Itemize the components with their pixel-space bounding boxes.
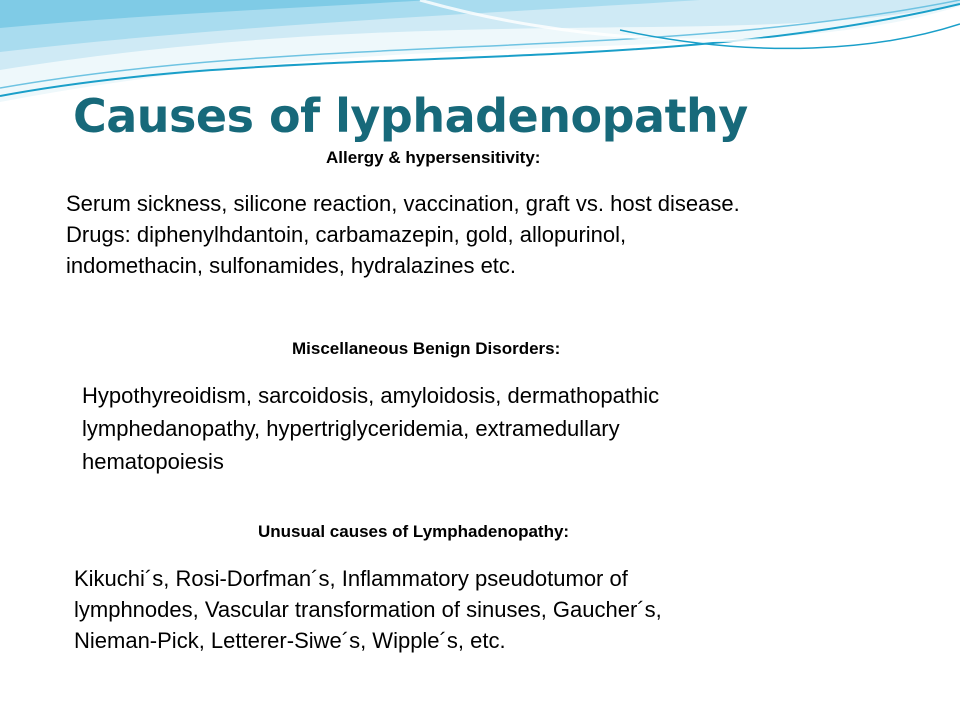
section-body-allergy — [66, 188, 740, 281]
body-line: hematopoiesis — [82, 449, 224, 474]
body-line: Kikuchi´s, Rosi-Dorfman´s, Inflammatory pseudotumor of — [74, 566, 628, 591]
body-line: indomethacin, sulfonamides, hydralazines etc. — [66, 253, 517, 278]
section-heading-allergy: Allergy & hypersensitivity: — [326, 148, 541, 167]
slide-title: Causes of lyphadenopathy — [73, 89, 748, 143]
body-line: Drugs: diphenylhdantoin, carbamazepin, gold, allopurinol, — [66, 222, 627, 247]
body-line: lymphnodes, Vascular transformation of sinuses, Gaucher´s, — [74, 597, 662, 622]
body-line: lymphedanopathy, hypertriglyceridemia, extramedullary — [82, 416, 620, 441]
section-heading-misc: Miscellaneous Benign Disorders: — [292, 339, 561, 358]
section-heading-unusual: Unusual causes of Lymphadenopathy: — [258, 522, 570, 541]
section-body-unusual — [74, 563, 662, 656]
section-body-misc — [82, 379, 659, 478]
body-line: Hypothyreoidism, sarcoidosis, amyloidosis, dermathopathic — [82, 383, 660, 408]
body-line: Nieman-Pick, Letterer-Siwe´s, Wipple´s, etc. — [74, 628, 506, 653]
body-line: Serum sickness, silicone reaction, vaccination, graft vs. host disease. — [66, 191, 740, 216]
